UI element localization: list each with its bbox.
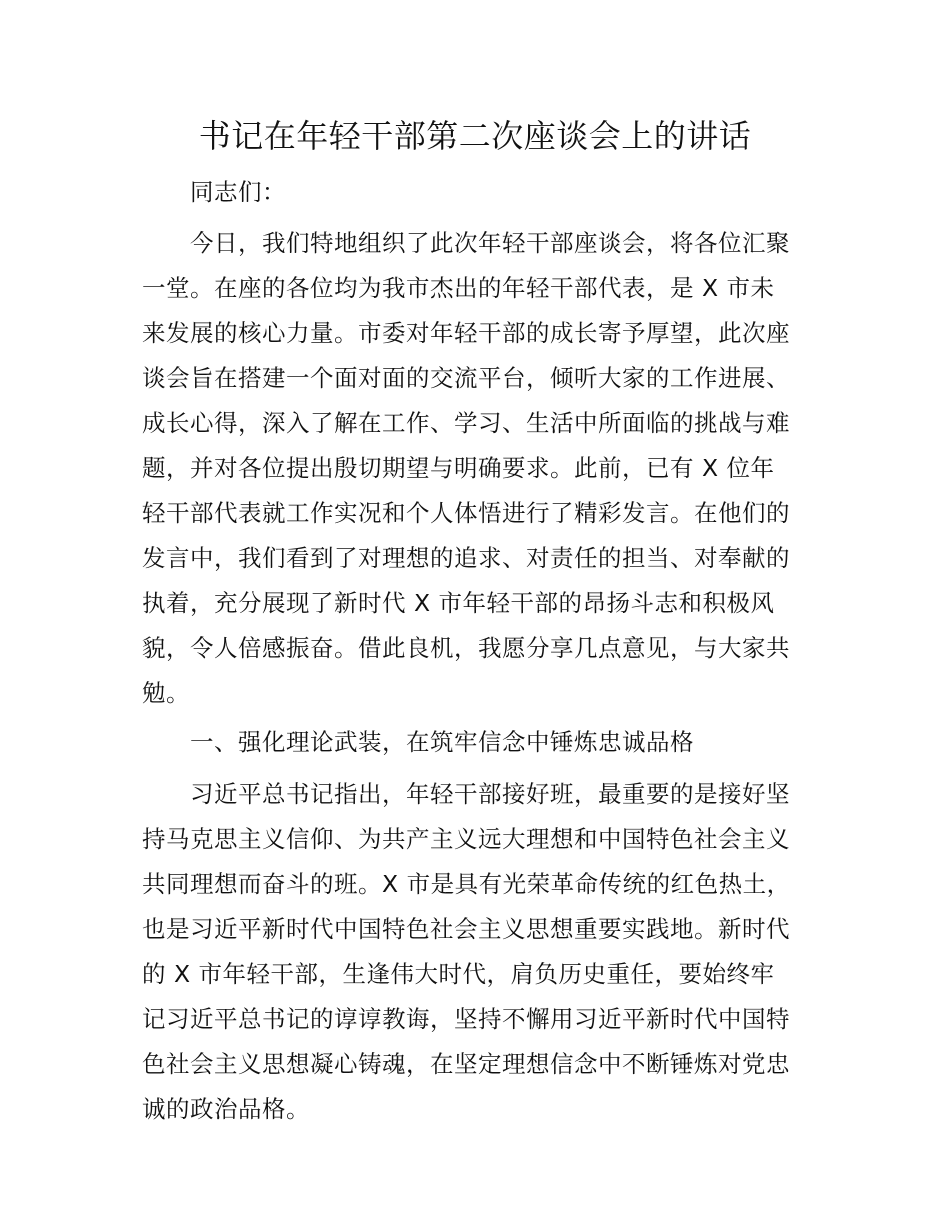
document-title: 书记在年轻干部第二次座谈会上的讲话: [198, 117, 752, 155]
paragraph-line: 共同理想而奋斗的班。X 市是具有光荣革命传统的红色热土，: [142, 870, 791, 898]
paragraph-line: 记习近平总书记的谆谆教诲，坚持不懈用习近平新时代中国特: [142, 1005, 790, 1033]
paragraph-line: 色社会主义思想凝心铸魂，在坚定理想信念中不断锤炼对党忠: [142, 1050, 790, 1078]
paragraph-line: 一堂。在座的各位均为我市杰出的年轻干部代表，是 X 市未: [142, 274, 775, 302]
section-heading-1: 一、强化理论武装，在筑牢信念中锤炼忠诚品格: [190, 728, 694, 756]
paragraph-line: 来发展的核心力量。市委对年轻干部的成长寄予厚望，此次座: [142, 319, 790, 347]
paragraph-line: 貌，令人倍感振奋。借此良机，我愿分享几点意见，与大家共: [142, 634, 790, 662]
paragraph-line: 题，并对各位提出殷切期望与明确要求。此前，已有 X 位年: [142, 454, 775, 482]
paragraph-line: 持马克思主义信仰、为共产主义远大理想和中国特色社会主义: [142, 825, 790, 853]
salutation: 同志们：: [190, 178, 286, 206]
paragraph-line: 轻干部代表就工作实况和个人体悟进行了精彩发言。在他们的: [142, 499, 790, 527]
paragraph-line: 今日，我们特地组织了此次年轻干部座谈会，将各位汇聚: [190, 229, 790, 257]
paragraph-line: 勉。: [142, 679, 190, 707]
paragraph-line: 习近平总书记指出，年轻干部接好班，最重要的是接好坚: [190, 780, 790, 808]
paragraph-line: 成长心得，深入了解在工作、学习、生活中所面临的挑战与难: [142, 409, 790, 437]
paragraph-line: 执着，充分展现了新时代 X 市年轻干部的昂扬斗志和积极风: [142, 589, 775, 617]
paragraph-line: 谈会旨在搭建一个面对面的交流平台，倾听大家的工作进展、: [142, 364, 790, 392]
paragraph-line: 也是习近平新时代中国特色社会主义思想重要实践地。新时代: [142, 915, 790, 943]
paragraph-line: 发言中，我们看到了对理想的追求、对责任的担当、对奉献的: [142, 544, 790, 572]
paragraph-line: 的 X 市年轻干部，生逢伟大时代，肩负历史重任，要始终牢: [142, 960, 775, 988]
paragraph-line: 诚的政治品格。: [142, 1095, 310, 1123]
